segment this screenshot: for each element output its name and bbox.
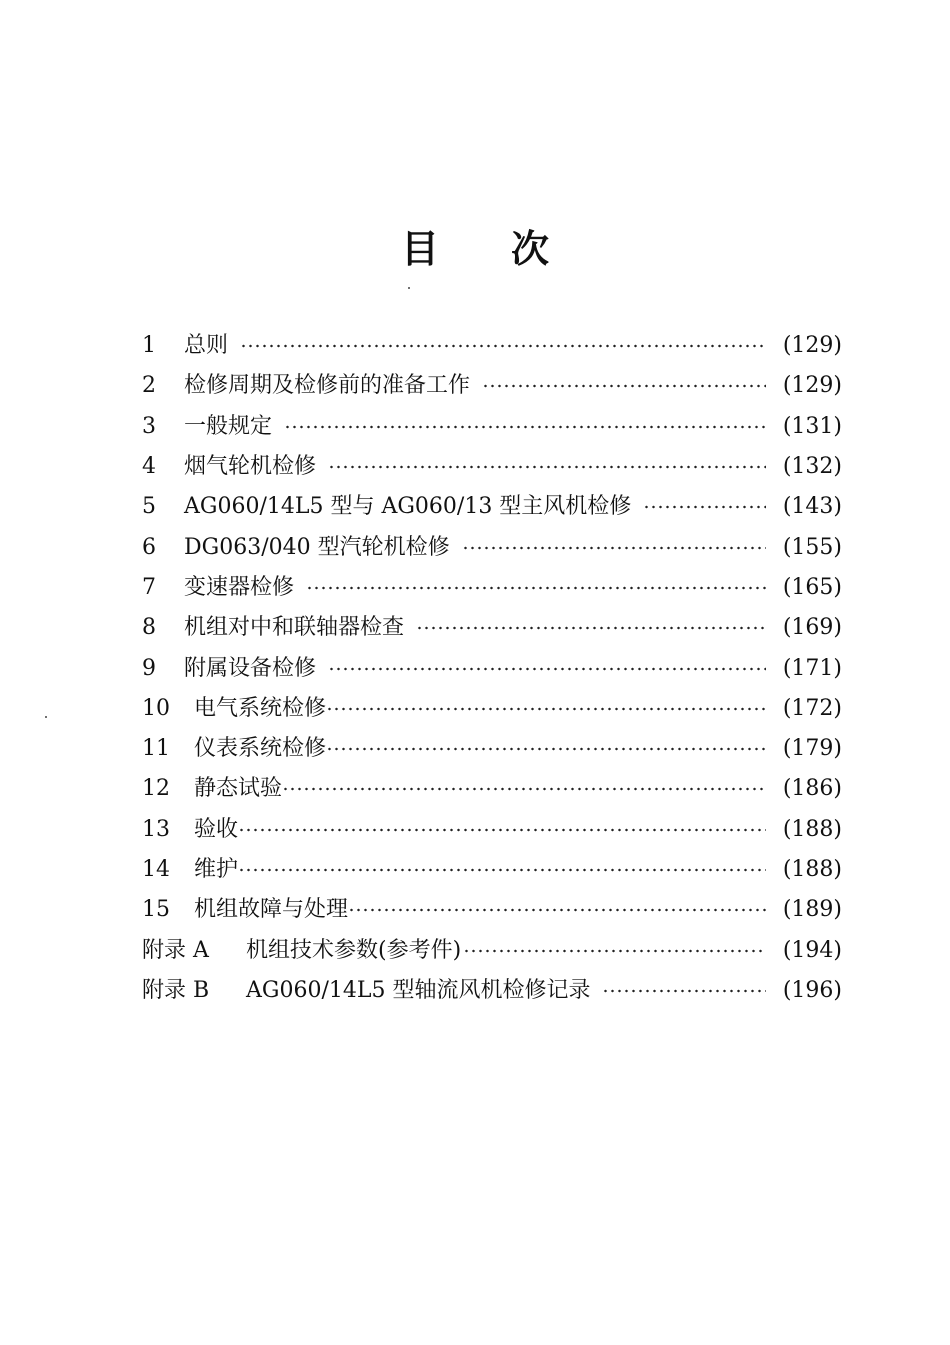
- toc-entry-appendix-b[interactable]: [142, 971, 842, 1011]
- toc-entry-page: (165): [782, 574, 842, 600]
- toc-entry-page: (129): [782, 333, 842, 359]
- toc-entry-title: 变速器检修: [184, 574, 295, 600]
- toc-entry-title: 机组对中和联轴器检查: [184, 615, 405, 641]
- dot-leader: [416, 625, 766, 631]
- toc-entry-page: (171): [782, 655, 842, 681]
- toc-entry-page: (188): [782, 816, 842, 842]
- dot-leader: [482, 383, 766, 389]
- toc-entry-appendix-a[interactable]: [142, 930, 842, 970]
- toc-entry-page: (129): [782, 373, 842, 399]
- toc-entry-11[interactable]: [142, 729, 842, 769]
- toc-entry-title: 验收: [194, 816, 239, 842]
- toc-entry-page: (188): [782, 857, 842, 882]
- toc-entry-number: 4: [142, 454, 156, 480]
- toc-entry-page: (189): [782, 897, 842, 923]
- toc-entry-title: AG060/14L5 型轴流风机检修记录: [246, 977, 591, 1003]
- toc-entry-number: 8: [142, 615, 156, 641]
- toc-entry-title: 仪表系统检修: [194, 736, 327, 762]
- toc-entry-number: 附录 B: [142, 977, 210, 1003]
- toc-entry-page: (186): [782, 776, 842, 802]
- toc-entry-page: (131): [782, 413, 842, 439]
- toc-entry-8[interactable]: [142, 608, 842, 648]
- dot-leader: [326, 706, 766, 712]
- dot-leader: [284, 424, 766, 430]
- toc-entry-page: (179): [782, 736, 842, 762]
- toc-entry-page: (155): [782, 534, 842, 560]
- toc-entry-title: 机组故障与处理: [194, 897, 349, 923]
- toc-entry-number: 3: [142, 413, 156, 439]
- toc-entry-number: 1: [142, 333, 156, 359]
- toc-entry-title: 检修周期及检修前的准备工作: [184, 373, 471, 399]
- dot-leader: [462, 545, 766, 551]
- toc-entry-number: 11: [142, 736, 170, 762]
- dot-leader: [463, 948, 766, 954]
- page-title: [0, 218, 950, 273]
- toc-entry-number: 7: [142, 574, 156, 600]
- toc-entry-title: 烟气轮机检修: [184, 454, 317, 480]
- toc-entry-title: 附属设备检修: [184, 655, 317, 681]
- stray-dot-mark-left: [45, 716, 47, 718]
- dot-leader: [328, 464, 766, 470]
- dot-leader: [238, 827, 766, 833]
- dot-leader: [306, 585, 766, 591]
- toc-entry-15[interactable]: [142, 890, 842, 930]
- toc-entry-5[interactable]: [142, 487, 842, 527]
- toc-entry-page: (143): [782, 494, 842, 520]
- dot-leader: [602, 988, 766, 994]
- toc-entry-number: 2: [142, 373, 156, 399]
- table-of-contents: [142, 326, 842, 1011]
- toc-entry-title: 静态试验: [194, 776, 283, 802]
- toc-entry-number: 12: [142, 776, 170, 802]
- toc-entry-page: (194): [782, 937, 842, 963]
- toc-entry-10[interactable]: [142, 689, 842, 729]
- toc-entry-title: AG060/14L5 型与 AG060/13 型主风机检修: [184, 494, 632, 520]
- toc-entry-page: (196): [782, 977, 842, 1003]
- toc-entry-number: 5: [142, 494, 156, 520]
- dot-leader: [326, 746, 766, 752]
- toc-entry-12[interactable]: [142, 769, 842, 809]
- toc-entry-3[interactable]: [142, 407, 842, 447]
- toc-entry-number: 9: [142, 655, 156, 681]
- toc-entry-number: 附录 A: [142, 937, 209, 963]
- dot-leader: [238, 867, 766, 873]
- toc-entry-title: DG063/040 型汽轮机检修: [184, 534, 450, 560]
- toc-entry-page: (172): [782, 695, 842, 721]
- toc-entry-title: 一般规定: [184, 413, 273, 439]
- toc-entry-2[interactable]: [142, 366, 842, 406]
- title-char-2: 次: [511, 226, 550, 271]
- dot-leader: [240, 343, 766, 349]
- toc-entry-1[interactable]: [142, 326, 842, 366]
- toc-entry-title: 电气系统检修: [194, 695, 327, 721]
- toc-entry-4[interactable]: [142, 447, 842, 487]
- toc-entry-13[interactable]: [142, 810, 842, 850]
- toc-entry-14[interactable]: [142, 850, 842, 890]
- toc-entry-number: 14: [142, 857, 170, 882]
- dot-leader: [282, 786, 766, 792]
- toc-entry-page: (169): [782, 615, 842, 641]
- dot-leader: [348, 907, 766, 913]
- toc-entry-number: 6: [142, 534, 156, 560]
- toc-entry-page: (132): [782, 454, 842, 480]
- toc-entry-title: 机组技术参数(参考件): [246, 937, 462, 963]
- toc-entry-9[interactable]: [142, 648, 842, 688]
- stray-dot-mark: [408, 287, 410, 289]
- dot-leader: [328, 666, 766, 672]
- toc-entry-number: 15: [142, 897, 170, 923]
- toc-entry-title: 维护: [194, 857, 239, 882]
- toc-entry-number: 13: [142, 816, 170, 842]
- title-char-1: 目: [400, 226, 439, 271]
- toc-entry-number: 10: [142, 695, 170, 721]
- toc-entry-title: 总则: [184, 333, 229, 359]
- dot-leader: [643, 504, 766, 510]
- toc-entry-7[interactable]: [142, 568, 842, 608]
- toc-entry-6[interactable]: [142, 527, 842, 567]
